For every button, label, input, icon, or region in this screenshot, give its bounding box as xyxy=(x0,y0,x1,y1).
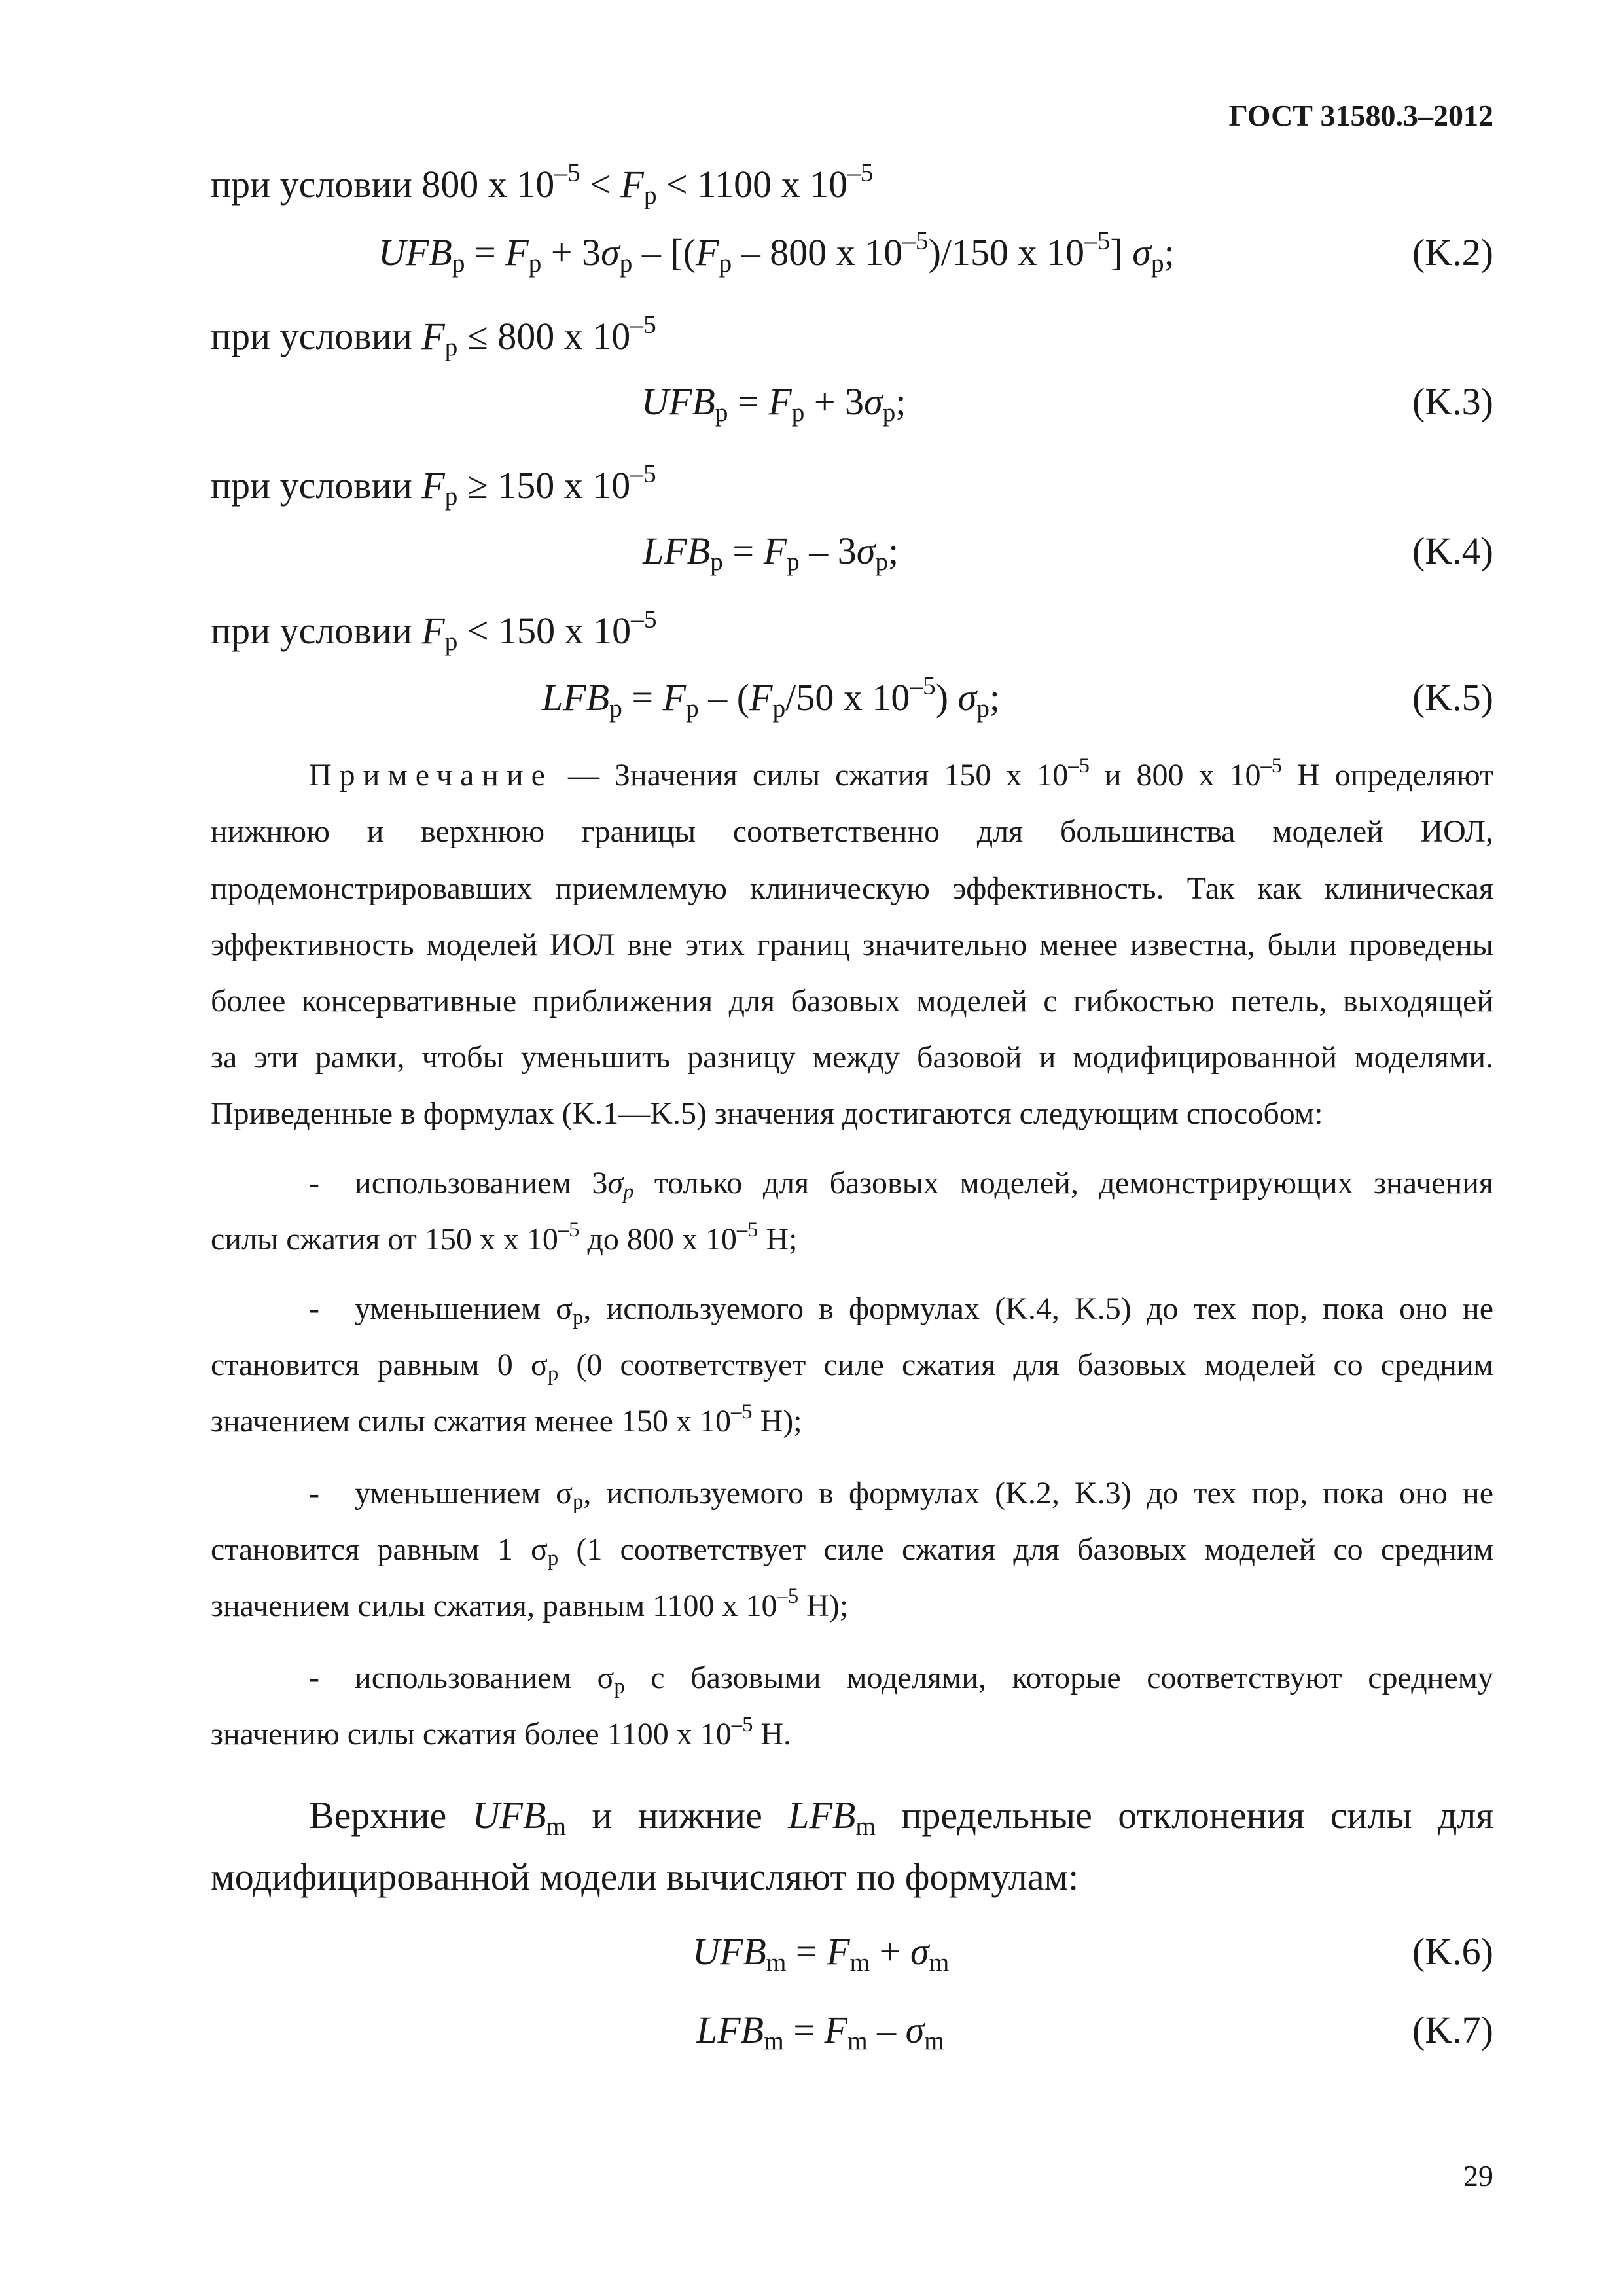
bullet-dash-3: - xyxy=(309,1476,319,1511)
bullet-2-line-3: значением силы сжатия менее 150 х $10^{-5}$ Н); xyxy=(211,1399,802,1439)
bullet-3-line-3: значением силы сжатия, равным 1100 х $10^{-5}$ Н); xyxy=(211,1584,849,1623)
bullet-4-line-2: значению силы сжатия более 1100 х $10^{-5}$ Н. xyxy=(211,1712,792,1751)
note-line-3: продемонстрировавших приемлемую клиническую эффективность. Так как клиническая xyxy=(211,871,1493,906)
bullet-1-line-1: использованием $3\sigma_p$ только для базовых моделей, демонстрирующих значения xyxy=(355,1166,1493,1204)
equation-number-k7: (K.7) xyxy=(1412,2009,1493,2051)
bullet-4-line-1: использованием $\sigma_p$ с базовыми моделями, которые соответствуют среднему xyxy=(355,1660,1493,1699)
equation-number-k5: (K.5) xyxy=(1412,676,1493,719)
bullet-1-line-2: силы сжатия от 150 х х $10^{-5}$ до 800 х $10^{-5}$ Н; xyxy=(211,1217,798,1257)
note-line-5: более консервативные приближения для базовых моделей с гибкостью петель, выходящей xyxy=(211,984,1493,1018)
equation-k7: $LFB_m = F_m - \sigma_m$ xyxy=(696,2009,944,2055)
equation-number-k3: (K.3) xyxy=(1412,380,1493,423)
closing-line-1: Верхние $UFB_m$ и нижние $LFB_m$ предельные отклонения силы для xyxy=(309,1794,1494,1840)
condition-line-1: при условии 800 х $10^{-5} < F_p < 1100$ х $10^{-5}$ xyxy=(211,158,874,209)
equation-number-k2: (K.2) xyxy=(1412,231,1493,274)
equation-k6: $UFB_m = F_m + \sigma_m$ xyxy=(692,1930,950,1977)
bullet-2-line-2: становится равным 0 $\sigma_p$ (0 соответствует силе сжатия для базовых моделей со средним xyxy=(211,1348,1493,1386)
document-header: ГОСТ 31580.3–2012 xyxy=(1228,99,1493,132)
equation-number-k4: (K.4) xyxy=(1412,529,1493,572)
bullet-dash-1: - xyxy=(309,1166,319,1200)
bullet-3-line-1: уменьшением $\sigma_p$, используемого в формулах (K.2, K.3) до тех пор, пока оно не xyxy=(355,1476,1494,1515)
equation-k3: $UFB_p = F_p + 3\sigma_p$; xyxy=(641,380,906,427)
condition-line-4: при условии $F_p < 150$ х $10^{-5}$ xyxy=(211,604,657,656)
condition-line-2: при условии $F_p \le 800$ х $10^{-5}$ xyxy=(211,310,656,361)
note-line-1: Примечание — Значения силы сжатия 150 х $10^{-5}$ и 800 х $10^{-5}$ Н определяют xyxy=(309,753,1494,793)
note-line-7: Приведенные в формулах (K.1—K.5) значения достигаются следующим способом: xyxy=(211,1096,1323,1131)
bullet-dash-2: - xyxy=(309,1291,319,1326)
equation-k5: $LFB_p = F_p - (F_p/50$ х $10^{-5}$) $\sigma_p$; xyxy=(542,671,1001,723)
equation-k4: $LFB_p = F_p - 3\sigma_p$; xyxy=(643,529,899,576)
page-number: 29 xyxy=(1463,2159,1493,2193)
bullet-dash-4: - xyxy=(309,1660,319,1695)
note-label: Примечание xyxy=(309,758,553,793)
equation-k2: $UFB_p = F_p + 3\sigma_p - [(F_p - 800$ х $10^{-5})/150$ х $10^{-5}$] $\sigma_p$; xyxy=(378,226,1175,278)
condition-line-3: при условии $F_p \ge 150$ х $10^{-5}$ xyxy=(211,459,656,511)
note-line-2: нижнюю и верхнюю границы соответственно для большинства моделей ИОЛ, xyxy=(211,814,1493,849)
note-line-4: эффективность моделей ИОЛ вне этих границ значительно менее известна, были проведены xyxy=(211,927,1493,962)
equation-number-k6: (K.6) xyxy=(1412,1930,1493,1973)
closing-line-2: модифицированной модели вычисляют по формулам: xyxy=(211,1856,1079,1898)
bullet-2-line-1: уменьшением $\sigma_p$, используемого в формулах (K.4, K.5) до тех пор, пока оно не xyxy=(355,1291,1494,1330)
bullet-3-line-2: становится равным 1 $\sigma_p$ (1 соответствует силе сжатия для базовых моделей со средним xyxy=(211,1532,1493,1571)
note-line-6: за эти рамки, чтобы уменьшить разницу между базовой и модифицированной моделями. xyxy=(211,1040,1493,1075)
